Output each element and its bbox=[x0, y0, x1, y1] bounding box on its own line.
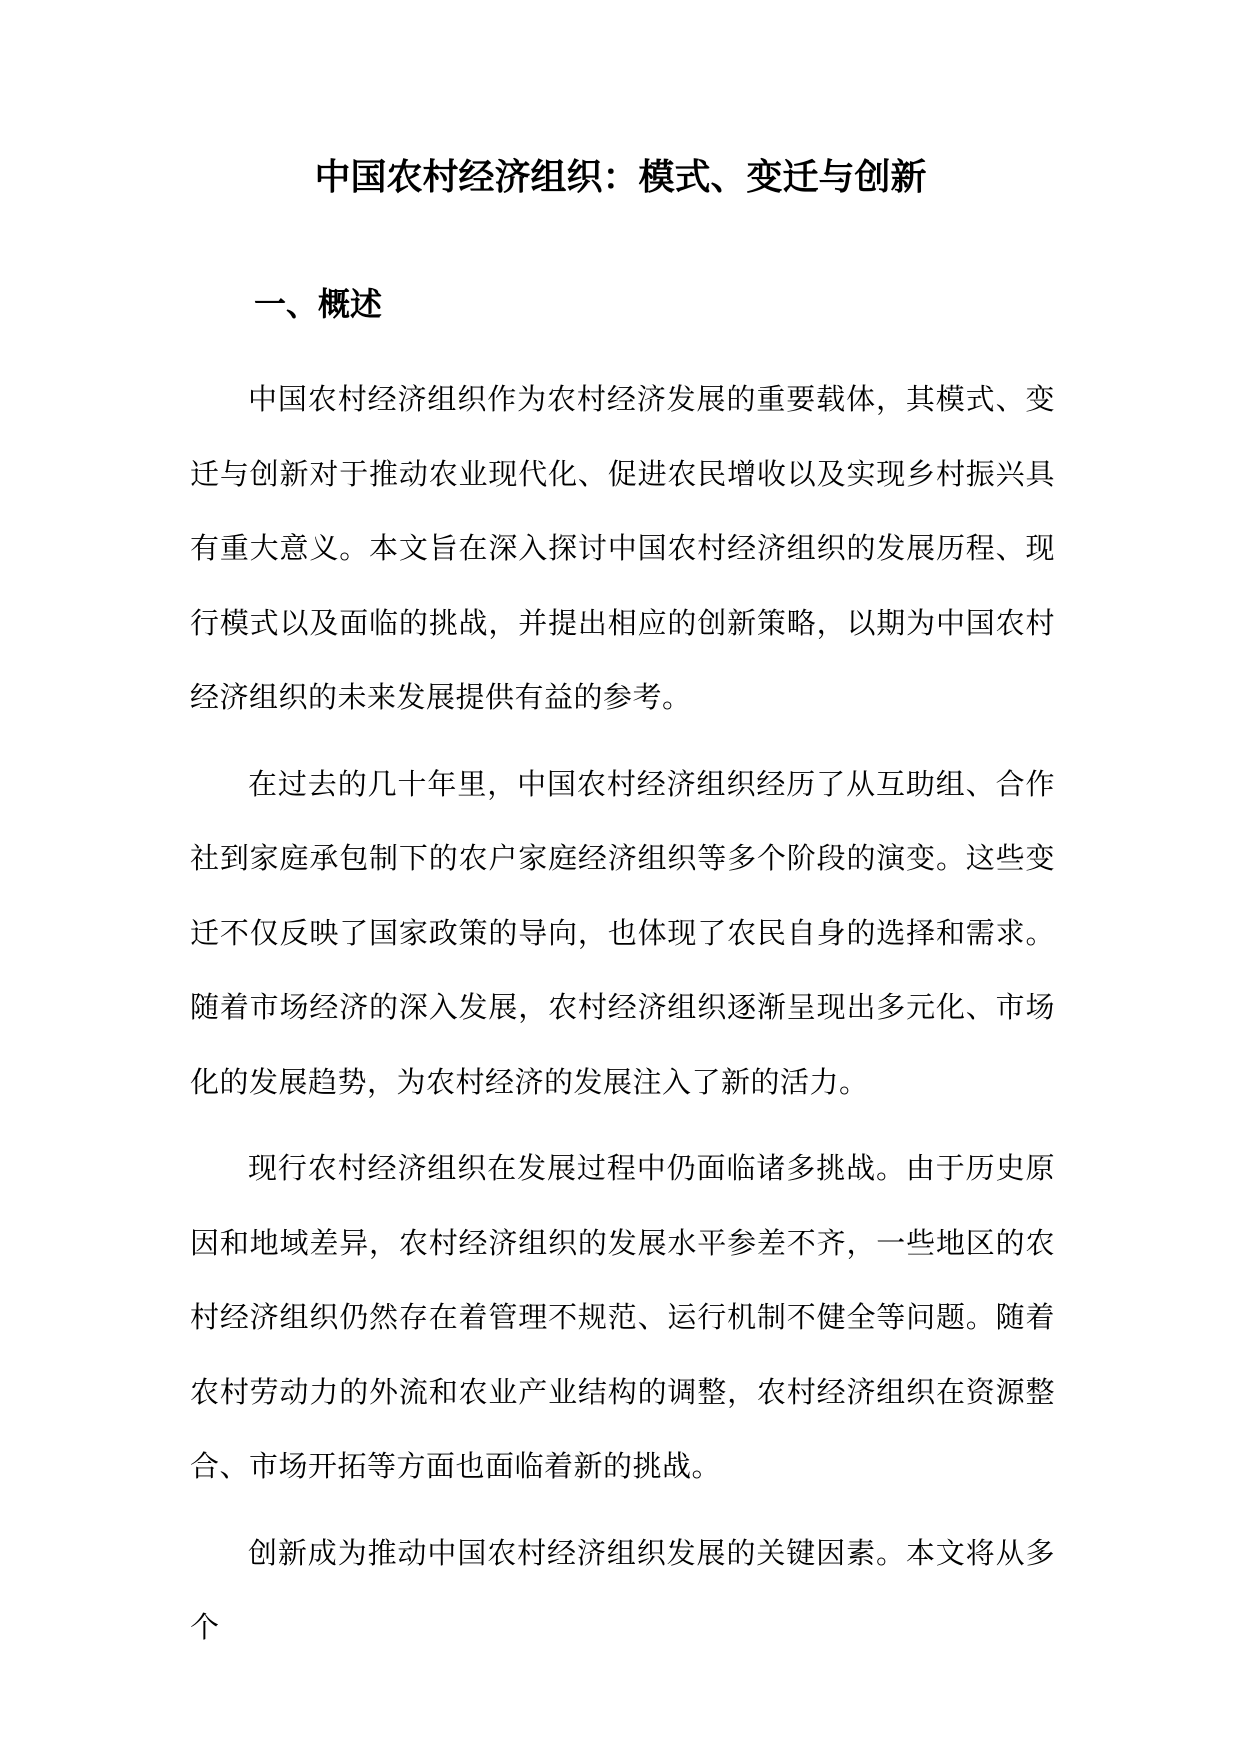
paragraph: 中国农村经济组织作为农村经济发展的重要载体，其模式、变迁与创新对于推动农业现代化、促进农民增收以及实现乡村振兴具有重大意义。本文旨在深入探讨中国农村经济组织的发展历程、现行模式以及面临的挑战，并提出相应的创新策略，以期为中国农村经济组织的未来发展提供有益的参考。 bbox=[190, 382, 1055, 714]
paragraph: 现行农村经济组织在发展过程中仍面临诸多挑战。由于历史原因和地域差异，农村经济组织的发展水平参差不齐，一些地区的农村经济组织仍然存在着管理不规范、运行机制不健全等问题。随着农村劳动力的外流和农业产业结构的调整，农村经济组织在资源整合、市场开拓等方面也面临着新的挑战。 bbox=[190, 1151, 1055, 1483]
section-heading-overview: 一、概述 bbox=[254, 285, 383, 323]
paragraph: 在过去的几十年里，中国农村经济组织经历了从互助组、合作社到家庭承包制下的农户家庭经济组织等多个阶段的演变。这些变迁不仅反映了国家政策的导向，也体现了农民自身的选择和需求。随着市场经济的深入发展，农村经济组织逐渐呈现出多元化、市场化的发展趋势，为农村经济的发展注入了新的活力。 bbox=[190, 766, 1055, 1099]
document-title: 中国农村经济组织：模式、变迁与创新 bbox=[314, 156, 927, 198]
section-body bbox=[190, 362, 1055, 1677]
paragraph: 创新成为推动中国农村经济组织发展的关键因素。本文将从多个 bbox=[190, 1535, 1055, 1644]
